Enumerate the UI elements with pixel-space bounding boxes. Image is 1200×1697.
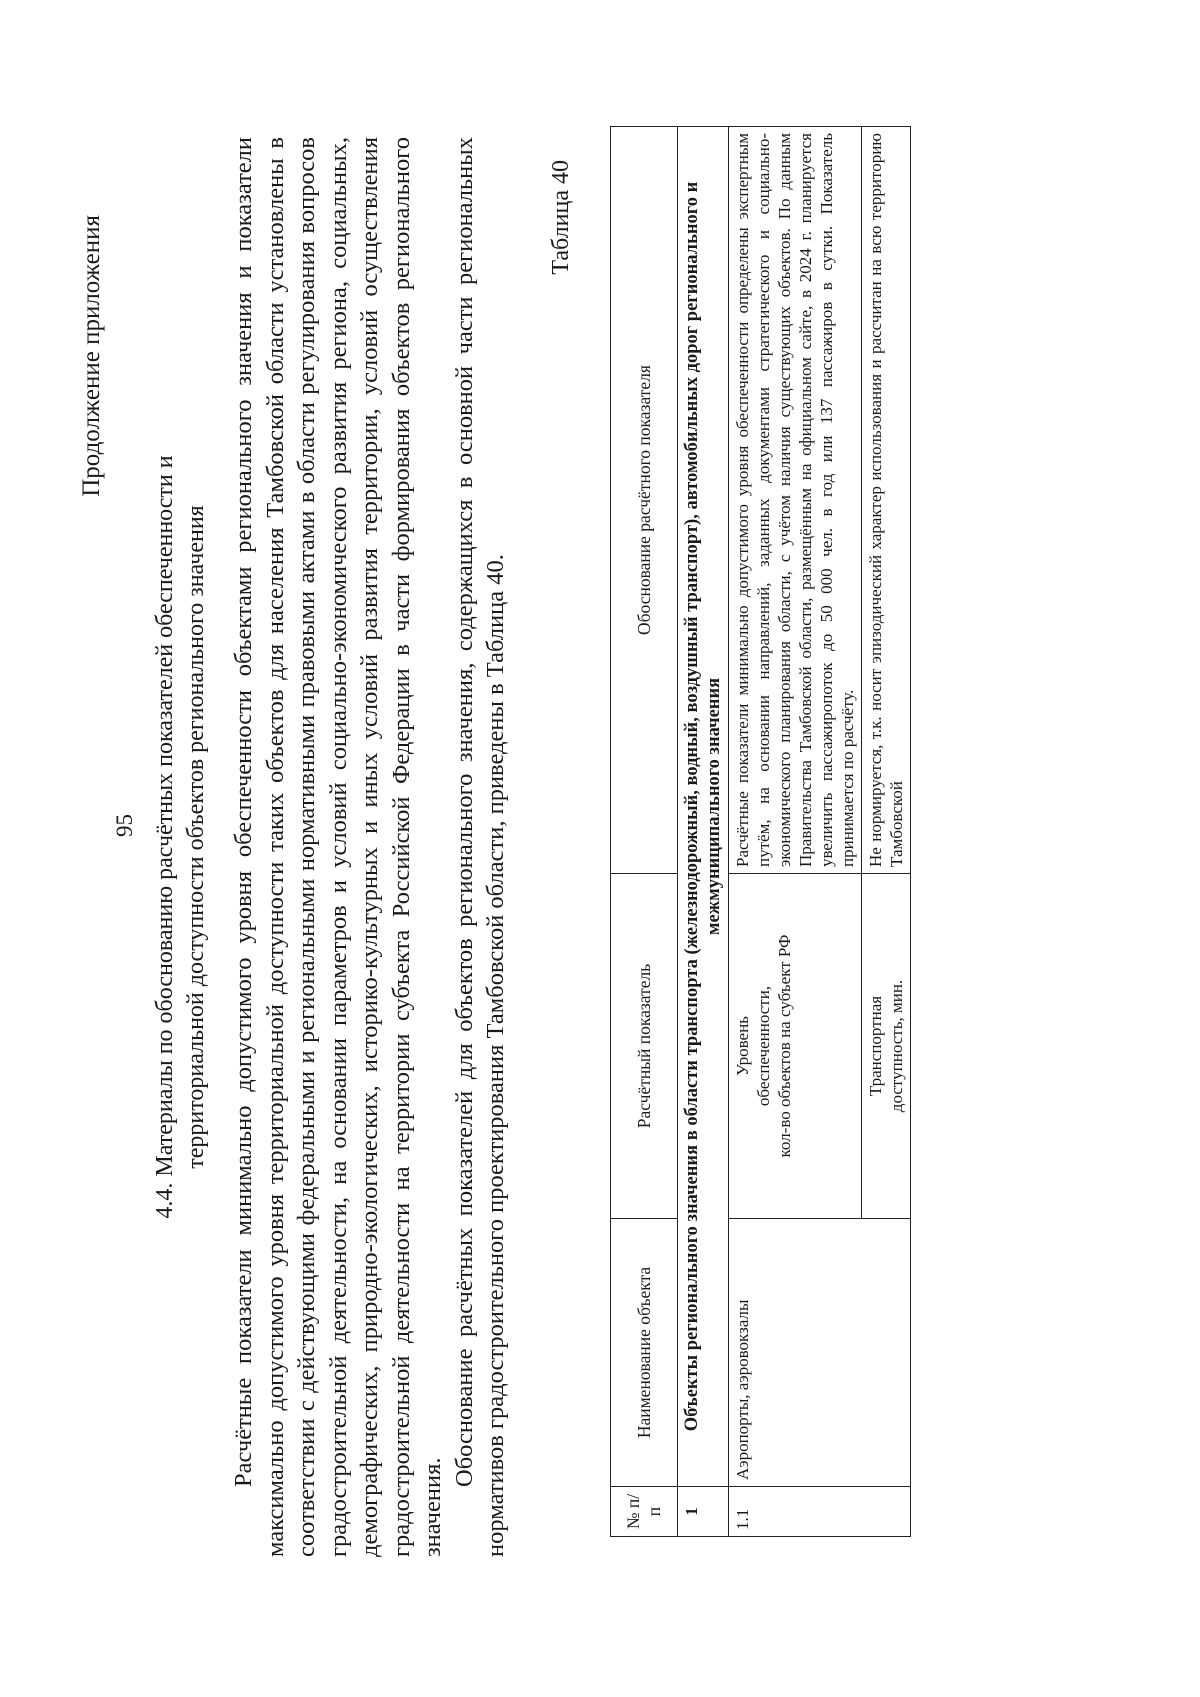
section-title-line-2: территориальной доступности объектов регионального значения [183,505,209,1169]
group-no: 1 [678,1487,729,1537]
group-title: Объекты регионального значения в области транспорта (железнодорожный, водный, воздушный транспорт), автомобильных дорог регионального и межмуниципального значения [678,127,729,1487]
indicator-line: Транспортная [866,995,885,1097]
indicator-line: Уровень [733,1016,752,1076]
row-name: Аэропорты, аэровокзалы [729,1219,911,1487]
row-justification-provision: Расчётные показатели минимально допустимого уровня обеспеченности определены экспертным путём, на основании направлений, заданных документами стратегического и социально-экономического планирования области, с учётом наличия существующих объектов. По данным Правительства Тамбовской области, размещённым на официальном сайте, в 2024 г. планируется увеличить пассажиропоток до 50 000 чел. в год или 137 пассажиров в сутки. Показатель принимается по расчёту. [729,127,862,874]
body-text [228,137,512,1557]
page-number: 95 [112,814,137,837]
header-indicator: Расчётный показатель [611,874,678,1219]
section-title-line-1: 4.4. Материалы по обоснованию расчётных показателей обеспеченности и [152,455,178,1219]
row-indicator-accessibility [862,874,911,1219]
header-name: Наименование объекта [611,1219,678,1487]
header-justification: Обоснование расчётного показателя [611,127,678,874]
paragraph-1: Расчётные показатели минимально допустимого уровня обеспеченности объектами регионального значения и показатели максимально допустимого уровня территориальной доступности таких объектов для населения Тамбовской области установлены в соответствии с действующими федеральными и региональными нормативными правовыми актами в области регулирования вопросов градостроительной деятельности, на основании параметров и условий социально-экономического развития региона, социальных, демографических, природно-экологических, историко-культурных и иных условий развития территории, условий осуществления градостроительной деятельности на территории субъекта Российской Федерации в части формирования объектов регионального значения. [230,137,446,1557]
group-row [678,127,729,1537]
indicator-line: кол-во объектов на субъект РФ [775,934,794,1158]
paragraph-2: Обоснование расчётных показателей для объектов регионального значения, содержащихся в основной части региональных нормативов градостроительного проектирования Тамбовской области, приведены в Таблица 40. [450,137,509,1557]
row-indicator-provision [729,874,862,1219]
indicators-table [610,126,911,1537]
indicator-line: доступность, мин. [887,979,906,1113]
header-no: № п/п [611,1487,678,1537]
table-label: Таблица 40 [548,160,574,275]
table-header-row [611,127,678,1537]
indicator-line: обеспеченности, [754,985,773,1107]
section-title [150,337,212,1337]
row-no: 1.1 [729,1487,911,1537]
header-note: Продолжение приложения [78,215,105,497]
table-row [729,127,862,1537]
row-justification-accessibility: Не нормируется, т.к. носит эпизодический характер использования и рассчитан на всю территорию Тамбовской [862,127,911,874]
